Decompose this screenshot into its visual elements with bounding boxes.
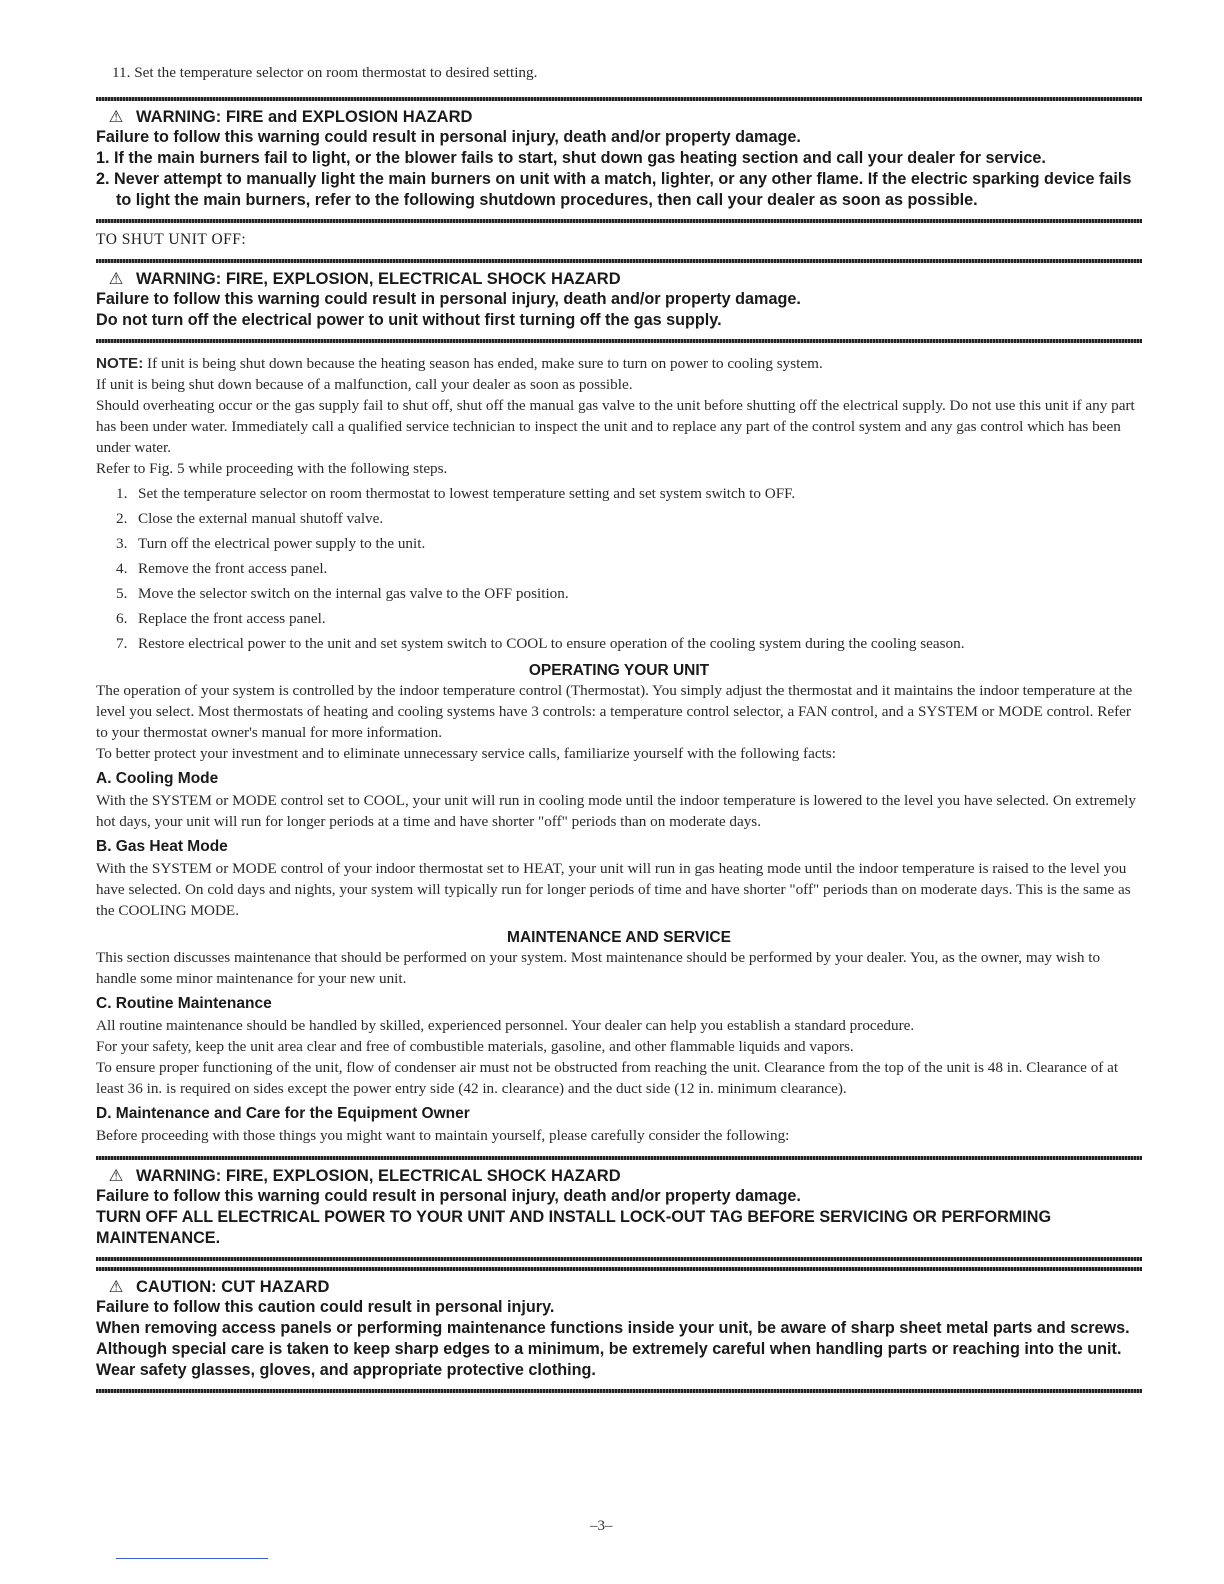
caution-line: Failure to follow this caution could result in personal injury.: [96, 1298, 555, 1316]
warning-electrical-shock: [96, 263, 1142, 339]
owner-care-text: Before proceeding with those things you might want to maintain yourself, please carefully consider the following:: [96, 1127, 790, 1144]
note-label: NOTE:: [96, 355, 144, 372]
warning-fire-explosion: [96, 101, 1142, 219]
step-11: [96, 62, 1142, 83]
manual-page: [96, 62, 1142, 1393]
list-item: 4. Remove the front access panel.: [116, 560, 328, 577]
warning-triangle-icon: ⚠: [108, 1167, 124, 1185]
warning-title: ⚠ WARNING: FIRE, EXPLOSION, ELECTRICAL SHOCK HAZARD: [96, 1166, 1142, 1186]
operating-paragraph: The operation of your system is controlled by the indoor temperature control (Thermostat). You simply adjust the thermostat and it maintains the indoor temperature at the level you select. Most thermostats of heating and cooling systems have 3 controls: a temperature control selector, a FAN control, and a SYSTEM or MODE control. Refer to your thermostat owner's manual for more information.: [96, 682, 1133, 741]
list-item: 2. Close the external manual shutoff valve.: [116, 510, 384, 527]
footer-line: [116, 1558, 268, 1559]
caution-line: When removing access panels or performing maintenance functions inside your unit, be aware of sharp sheet metal parts and screws. Although special care is taken to keep sharp edges to a minimum, be extremely careful when handling parts or reaching into the unit. Wear safety glasses, gloves, and appropriate protective clothing.: [96, 1319, 1130, 1379]
list-item: 7. Restore electrical power to the unit and set system switch to COOL to ensure operation of the cooling system during the cooling season.: [116, 635, 965, 652]
warning-line: Failure to follow this warning could result in personal injury, death and/or property damage.: [96, 1187, 801, 1205]
shutdown-steps-list: [96, 483, 1142, 654]
warning-title: ⚠ WARNING: FIRE and EXPLOSION HAZARD: [96, 107, 1142, 127]
page-number: –3–: [590, 1518, 613, 1534]
list-item: 3. Turn off the electrical power supply to the unit.: [116, 535, 426, 552]
warning-line: Do not turn off the electrical power to unit without first turning off the gas supply.: [96, 311, 722, 329]
note-paragraph-3: Should overheating occur or the gas supply fail to shut off, shut off the manual gas valve to the unit before shutting off the electrical supply. Do not use this unit if any part has been under water. Immediately call a qualified service technician to inspect the unit and to replace any part of the control system and any gas control which has been under water.: [96, 397, 1135, 456]
routine-paragraph-1: All routine maintenance should be handled by skilled, experienced personnel. Your dealer can help you establish a standard procedure.: [96, 1017, 915, 1034]
routine-maintenance-heading: C. Routine Maintenance: [96, 995, 272, 1012]
warning-line: 2. Never attempt to manually light the main burners on unit with a match, lighter, or any other flame. If the electric sparking device fails to light the main burners, refer to the following shutdown procedures, then call your dealer as soon as possible.: [96, 170, 1132, 209]
maintenance-heading: MAINTENANCE AND SERVICE: [507, 929, 731, 946]
warning-triangle-icon: ⚠: [108, 270, 124, 288]
cooling-mode-heading: A. Cooling Mode: [96, 770, 219, 787]
caution-title: ⚠ CAUTION: CUT HAZARD: [96, 1277, 1142, 1297]
gas-heat-mode-heading: B. Gas Heat Mode: [96, 838, 228, 855]
gas-heat-mode-text: With the SYSTEM or MODE control of your indoor thermostat set to HEAT, your unit will run in gas heating mode until the indoor temperature is raised to the level you have selected. On cold days and nights, your system will typically run for longer periods of time and have shorter "off" periods than on moderate days. This is the same as the COOLING MODE.: [96, 860, 1131, 919]
routine-paragraph-2: For your safety, keep the unit area clear and free of combustible materials, gasoline, and other flammable liquids and vapors.: [96, 1038, 854, 1055]
list-item: 5. Move the selector switch on the internal gas valve to the OFF position.: [116, 585, 569, 602]
step-number: 11.: [112, 64, 131, 81]
note-paragraph-2: If unit is being shut down because of a malfunction, call your dealer as soon as possible.: [96, 376, 633, 393]
operating-heading: OPERATING YOUR UNIT: [528, 662, 710, 679]
warning-title: ⚠ WARNING: FIRE, EXPLOSION, ELECTRICAL SHOCK HAZARD: [96, 269, 1142, 289]
note-paragraph: NOTE: If unit is being shut down because the heating season has ended, make sure to turn on power to cooling system.: [96, 355, 823, 372]
note-paragraph-4: Refer to Fig. 5 while proceeding with the following steps.: [96, 460, 448, 477]
warning-line: TURN OFF ALL ELECTRICAL POWER TO YOUR UNIT AND INSTALL LOCK-OUT TAG BEFORE SERVICING OR PERFORMING MAINTENANCE.: [96, 1208, 1052, 1247]
warning-triangle-icon: ⚠: [108, 108, 124, 126]
step-text: Set the temperature selector on room thermostat to desired setting.: [134, 64, 538, 81]
operating-paragraph-2: To better protect your investment and to eliminate unnecessary service calls, familiarize yourself with the following facts:: [96, 745, 836, 762]
list-item: 1. Set the temperature selector on room thermostat to lowest temperature setting and set system switch to OFF.: [116, 485, 796, 502]
routine-paragraph-3: To ensure proper functioning of the unit, flow of condenser air must not be obstructed from reaching the unit. Clearance from the top of the unit is 48 in. Clearance of at least 36 in. is required on sides except the power entry side (42 in. clearance) and the duct side (12 in. minimum clearance).: [96, 1059, 1119, 1097]
cooling-mode-text: With the SYSTEM or MODE control set to COOL, your unit will run in cooling mode until the indoor temperature is lowered to the level you have selected. On extremely hot days, your unit will run for longer periods at a time and have shorter "off" periods than on moderate days.: [96, 792, 1136, 830]
warning-line: 1. If the main burners fail to light, or the blower fails to start, shut down gas heating section and call your dealer for service.: [96, 149, 1046, 167]
maintenance-paragraph: This section discusses maintenance that should be performed on your system. Most maintenance should be performed by your dealer. You, as the owner, may wish to handle some minor maintenance for your new unit.: [96, 949, 1101, 987]
shut-unit-heading: TO SHUT UNIT OFF:: [96, 231, 247, 248]
divider: [96, 1389, 1142, 1393]
warning-lockout: [96, 1160, 1142, 1257]
warning-line: Failure to follow this warning could result in personal injury, death and/or property damage.: [96, 128, 801, 146]
warning-line: Failure to follow this warning could result in personal injury, death and/or property damage.: [96, 290, 801, 308]
list-item: 6. Replace the front access panel.: [116, 610, 326, 627]
caution-triangle-icon: ⚠: [108, 1278, 124, 1296]
caution-cut-hazard: [96, 1271, 1142, 1389]
owner-care-heading: D. Maintenance and Care for the Equipment Owner: [96, 1105, 470, 1122]
